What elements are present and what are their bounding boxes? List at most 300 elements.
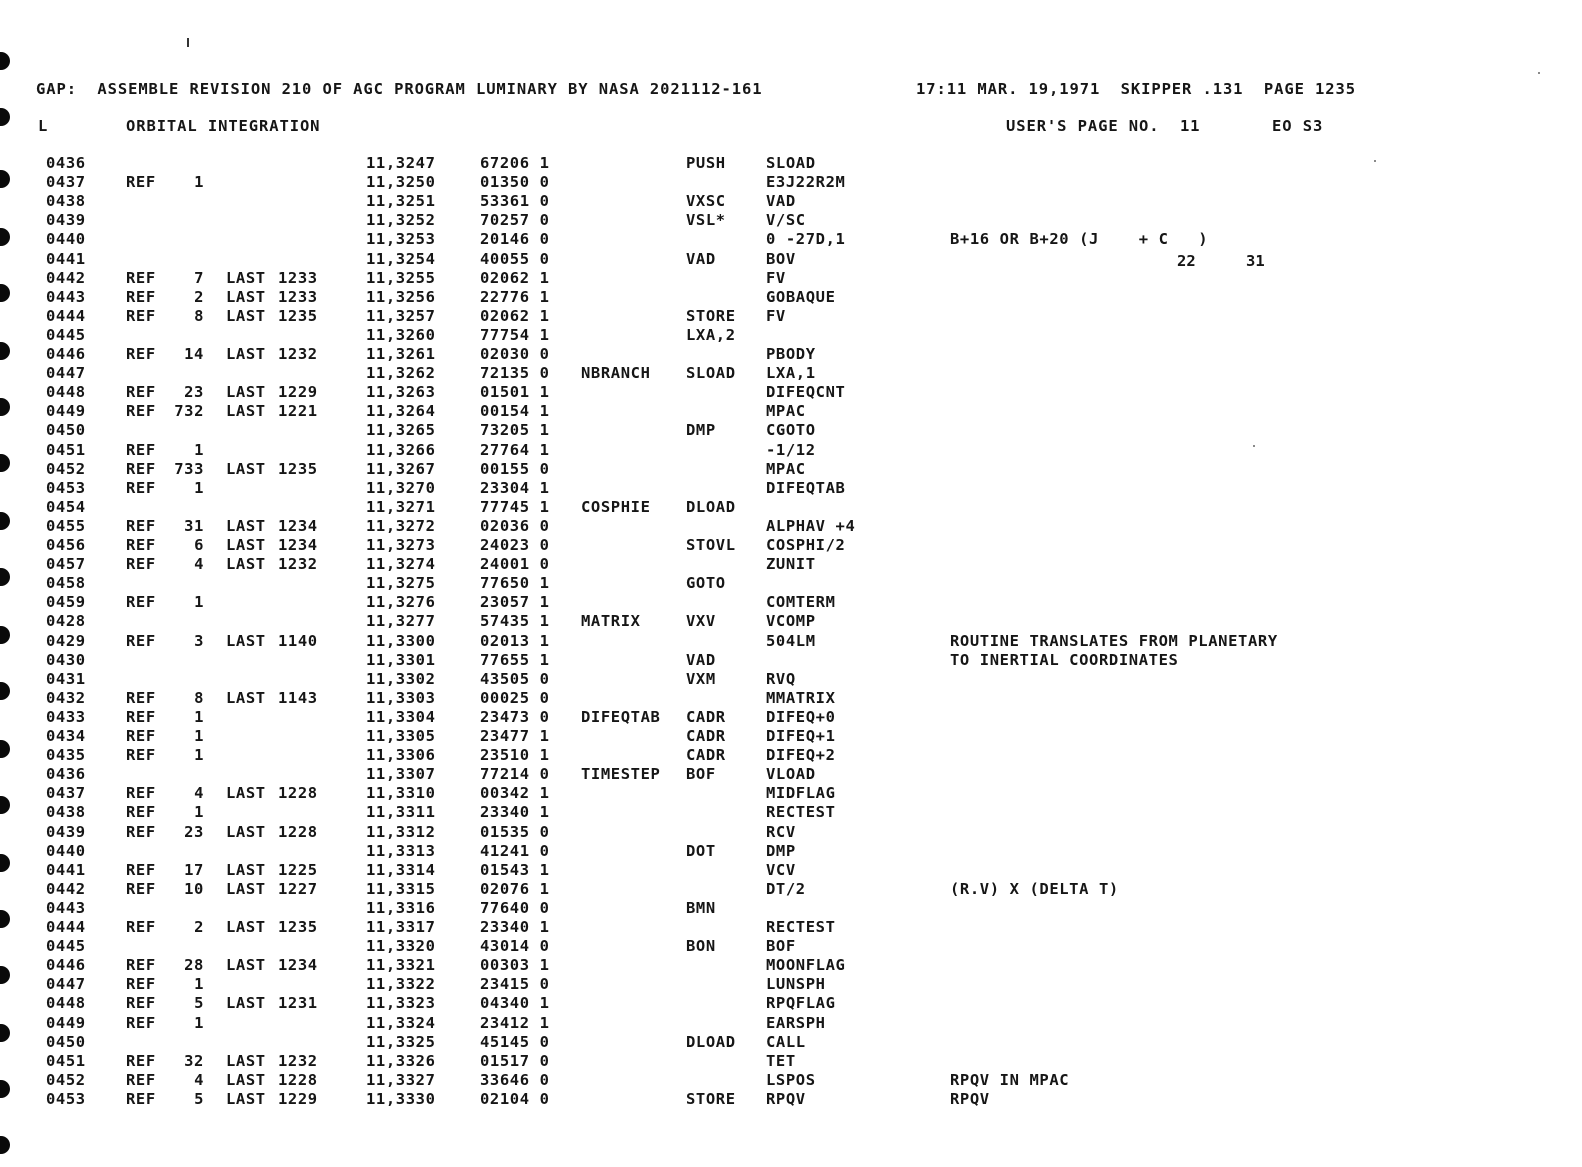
operand: COSPHI/2 (766, 536, 846, 554)
memory-address: 11,3255 (366, 268, 436, 287)
line-number: 0431 (46, 669, 86, 688)
operand: RECTEST (766, 803, 836, 822)
paper-speck (1374, 160, 1376, 162)
octal-word: 77640 0 (480, 898, 550, 917)
binder-hole (0, 398, 10, 416)
operand: LSPOS (766, 1070, 816, 1089)
octal-word: 01501 1 (480, 383, 550, 402)
last-label: LAST (226, 860, 266, 879)
opcode: VXM (686, 669, 716, 688)
line-number: 0456 (46, 536, 86, 554)
octal-word: 57435 1 (480, 612, 550, 631)
operand: RCV (766, 822, 796, 841)
operand: BOV (766, 249, 796, 268)
last-page: 1231 (278, 994, 318, 1013)
last-label: LAST (226, 956, 266, 975)
last-page: 1229 (278, 1089, 318, 1108)
operand: CALL (766, 1032, 806, 1051)
memory-address: 11,3301 (366, 650, 436, 669)
octal-word: 77745 1 (480, 497, 550, 516)
line-number: 0451 (46, 440, 86, 459)
ref-count: 1 (194, 975, 204, 994)
last-label: LAST (226, 822, 266, 841)
octal-word: 02104 0 (480, 1089, 550, 1108)
operand: RPQFLAG (766, 994, 836, 1013)
memory-address: 11,3316 (366, 898, 436, 917)
ref-count: 8 (194, 688, 204, 707)
octal-word: 43014 0 (480, 937, 550, 956)
memory-address: 11,3311 (366, 803, 436, 822)
memory-address: 11,3263 (366, 383, 436, 402)
binder-hole (0, 796, 10, 814)
section-title: ORBITAL INTEGRATION (126, 117, 321, 135)
memory-address: 11,3264 (366, 402, 436, 421)
last-label: LAST (226, 516, 266, 535)
ref-label: REF (126, 746, 156, 765)
octal-word: 77655 1 (480, 650, 550, 669)
binder-hole (0, 342, 10, 360)
last-page: 1233 (278, 287, 318, 306)
ref-label: REF (126, 593, 156, 612)
memory-address: 11,3305 (366, 727, 436, 745)
operand: RECTEST (766, 918, 836, 936)
line-number: 0439 (46, 822, 86, 841)
comment: TO INERTIAL COORDINATES (950, 650, 1179, 669)
octal-word: 00155 0 (480, 459, 550, 478)
octal-word: 01543 1 (480, 860, 550, 879)
line-number: 0459 (46, 593, 86, 612)
opcode: BMN (686, 898, 716, 917)
memory-address: 11,3260 (366, 325, 436, 344)
octal-word: 33646 0 (480, 1070, 550, 1089)
line-number: 0437 (46, 173, 86, 192)
opcode: DOT (686, 841, 716, 860)
operand: DIFEQTAB (766, 478, 846, 497)
ref-count: 1 (194, 440, 204, 459)
label-tag: MATRIX (581, 612, 641, 631)
line-number: 0438 (46, 192, 86, 211)
binder-hole (0, 1136, 10, 1154)
operand: DIFEQ+2 (766, 746, 836, 765)
line-number: 0430 (46, 650, 86, 669)
operand: LUNSPH (766, 975, 826, 994)
binder-hole (0, 910, 10, 928)
last-page: 1228 (278, 822, 318, 841)
operand: VLOAD (766, 765, 816, 784)
last-label: LAST (226, 688, 266, 707)
ref-count: 23 (184, 822, 204, 841)
octal-word: 00025 0 (480, 688, 550, 707)
octal-word: 70257 0 (480, 211, 550, 230)
line-number: 0436 (46, 765, 86, 784)
line-number: 0444 (46, 306, 86, 325)
comment: RPQV IN MPAC (950, 1070, 1070, 1089)
line-number: 0457 (46, 555, 86, 574)
label-tag: NBRANCH (581, 364, 651, 383)
operand: RVQ (766, 669, 796, 688)
last-label: LAST (226, 536, 266, 554)
last-label: LAST (226, 1089, 266, 1108)
octal-word: 23415 0 (480, 975, 550, 994)
memory-address: 11,3324 (366, 1013, 436, 1032)
line-number: 0434 (46, 727, 86, 745)
line-number: 0445 (46, 937, 86, 956)
ref-count: 1 (194, 707, 204, 726)
line-number: 0437 (46, 784, 86, 803)
operand: PBODY (766, 345, 816, 363)
line-number: 0451 (46, 1051, 86, 1070)
last-page: 1228 (278, 784, 318, 803)
line-number: 0449 (46, 402, 86, 421)
ref-count: 7 (194, 268, 204, 287)
last-page: 1235 (278, 918, 318, 936)
ref-label: REF (126, 803, 156, 822)
ref-label: REF (126, 516, 156, 535)
last-label: LAST (226, 879, 266, 898)
opcode: SLOAD (686, 364, 736, 383)
opcode: CADR (686, 727, 726, 745)
memory-address: 11,3306 (366, 746, 436, 765)
last-label: LAST (226, 784, 266, 803)
memory-address: 11,3320 (366, 937, 436, 956)
paper-speck (187, 38, 189, 47)
ref-count: 10 (184, 879, 204, 898)
memory-address: 11,3322 (366, 975, 436, 994)
binder-hole (0, 52, 10, 70)
memory-address: 11,3256 (366, 287, 436, 306)
line-number: 0442 (46, 879, 86, 898)
operand: MMATRIX (766, 688, 836, 707)
octal-word: 72135 0 (480, 364, 550, 383)
last-label: LAST (226, 268, 266, 287)
ref-count: 4 (194, 555, 204, 574)
line-number: 0433 (46, 707, 86, 726)
last-label: LAST (226, 459, 266, 478)
memory-address: 11,3307 (366, 765, 436, 784)
octal-word: 23340 1 (480, 803, 550, 822)
ref-label: REF (126, 860, 156, 879)
binder-hole (0, 626, 10, 644)
paper-speck (1538, 72, 1540, 74)
ref-count: 1 (194, 803, 204, 822)
ref-count: 4 (194, 1070, 204, 1089)
user-page-number: USER'S PAGE NO. 11 EO S3 (1006, 117, 1324, 135)
octal-word: 23473 0 (480, 707, 550, 726)
memory-address: 11,3304 (366, 707, 436, 726)
operand: LXA,1 (766, 364, 816, 383)
octal-word: 23304 1 (480, 478, 550, 497)
ref-label: REF (126, 287, 156, 306)
octal-word: 23412 1 (480, 1013, 550, 1032)
ref-label: REF (126, 345, 156, 363)
octal-word: 04340 1 (480, 994, 550, 1013)
section-letter: L (38, 117, 49, 135)
opcode: CADR (686, 707, 726, 726)
memory-address: 11,3266 (366, 440, 436, 459)
last-page: 1235 (278, 306, 318, 325)
line-number: 0453 (46, 1089, 86, 1108)
memory-address: 11,3323 (366, 994, 436, 1013)
ref-label: REF (126, 306, 156, 325)
ref-label: REF (126, 688, 156, 707)
memory-address: 11,3270 (366, 478, 436, 497)
binder-hole (0, 854, 10, 872)
memory-address: 11,3275 (366, 574, 436, 593)
ref-label: REF (126, 994, 156, 1013)
operand: RPQV (766, 1089, 806, 1108)
line-number: 0432 (46, 688, 86, 707)
last-page: 1140 (278, 631, 318, 650)
operand: MPAC (766, 459, 806, 478)
line-number: 0444 (46, 918, 86, 936)
line-number: 0447 (46, 975, 86, 994)
operand: -1/12 (766, 440, 816, 459)
ref-label: REF (126, 1070, 156, 1089)
operand: GOBAQUE (766, 287, 836, 306)
memory-address: 11,3251 (366, 192, 436, 211)
memory-address: 11,3247 (366, 154, 436, 172)
ref-label: REF (126, 1051, 156, 1070)
line-number: 0441 (46, 249, 86, 268)
octal-word: 00154 1 (480, 402, 550, 421)
ref-count: 1 (194, 173, 204, 192)
last-page: 1233 (278, 268, 318, 287)
line-number: 0441 (46, 860, 86, 879)
listing-header-right: 17:11 MAR. 19,1971 SKIPPER .131 PAGE 1235 (916, 80, 1356, 98)
octal-word: 27764 1 (480, 440, 550, 459)
octal-word: 23057 1 (480, 593, 550, 612)
ref-label: REF (126, 707, 156, 726)
last-page: 1228 (278, 1070, 318, 1089)
operand: DIFEQCNT (766, 383, 846, 402)
line-number: 0440 (46, 841, 86, 860)
last-page: 1221 (278, 402, 318, 421)
line-number: 0443 (46, 287, 86, 306)
ref-label: REF (126, 1089, 156, 1108)
ref-count: 28 (184, 956, 204, 975)
opcode: DMP (686, 421, 716, 440)
octal-word: 02076 1 (480, 879, 550, 898)
opcode: BOF (686, 765, 716, 784)
binder-hole (0, 966, 10, 984)
ref-count: 4 (194, 784, 204, 803)
line-number: 0455 (46, 516, 86, 535)
last-page: 1225 (278, 860, 318, 879)
memory-address: 11,3326 (366, 1051, 436, 1070)
opcode: VAD (686, 249, 716, 268)
line-number: 0458 (46, 574, 86, 593)
ref-label: REF (126, 440, 156, 459)
line-number: 0450 (46, 421, 86, 440)
memory-address: 11,3302 (366, 669, 436, 688)
memory-address: 11,3272 (366, 516, 436, 535)
paper-speck (1253, 445, 1255, 447)
memory-address: 11,3321 (366, 956, 436, 975)
operand: E3J22R2M (766, 173, 846, 192)
ref-label: REF (126, 402, 156, 421)
label-tag: DIFEQTAB (581, 707, 661, 726)
operand: CGOTO (766, 421, 816, 440)
memory-address: 11,3312 (366, 822, 436, 841)
comment: (R.V) X (DELTA T) (950, 879, 1119, 898)
memory-address: 11,3265 (366, 421, 436, 440)
operand: FV (766, 268, 786, 287)
memory-address: 11,3271 (366, 497, 436, 516)
operand: SLOAD (766, 154, 816, 172)
last-label: LAST (226, 383, 266, 402)
operand: DT/2 (766, 879, 806, 898)
opcode: LXA,2 (686, 325, 736, 344)
ref-count: 1 (194, 1013, 204, 1032)
last-page: 1234 (278, 536, 318, 554)
line-number: 0440 (46, 230, 86, 249)
ref-label: REF (126, 536, 156, 554)
memory-address: 11,3274 (366, 555, 436, 574)
ref-count: 3 (194, 631, 204, 650)
octal-word: 40055 0 (480, 249, 550, 268)
ref-count: 31 (184, 516, 204, 535)
last-label: LAST (226, 287, 266, 306)
line-number: 0429 (46, 631, 86, 650)
ref-count: 32 (184, 1051, 204, 1070)
ref-label: REF (126, 555, 156, 574)
ref-label: REF (126, 727, 156, 745)
last-page: 1143 (278, 688, 318, 707)
octal-word: 53361 0 (480, 192, 550, 211)
octal-word: 02062 1 (480, 306, 550, 325)
line-number: 0442 (46, 268, 86, 287)
binder-hole (0, 454, 10, 472)
line-number: 0435 (46, 746, 86, 765)
comment: ROUTINE TRANSLATES FROM PLANETARY (950, 631, 1278, 650)
binder-hole (0, 170, 10, 188)
opcode: VAD (686, 650, 716, 669)
octal-word: 01350 0 (480, 173, 550, 192)
memory-address: 11,3317 (366, 918, 436, 936)
binder-hole (0, 740, 10, 758)
ref-count: 1 (194, 478, 204, 497)
memory-address: 11,3277 (366, 612, 436, 631)
octal-word: 02013 1 (480, 631, 550, 650)
ref-label: REF (126, 956, 156, 975)
ref-label: REF (126, 173, 156, 192)
ref-label: REF (126, 975, 156, 994)
line-number: 0446 (46, 345, 86, 363)
memory-address: 11,3267 (366, 459, 436, 478)
octal-word: 77214 0 (480, 765, 550, 784)
operand: VAD (766, 192, 796, 211)
last-page: 1234 (278, 516, 318, 535)
memory-address: 11,3330 (366, 1089, 436, 1108)
ref-label: REF (126, 631, 156, 650)
last-label: LAST (226, 555, 266, 574)
last-page: 1234 (278, 956, 318, 975)
octal-word: 01517 0 (480, 1051, 550, 1070)
operand: FV (766, 306, 786, 325)
octal-word: 01535 0 (480, 822, 550, 841)
ref-count: 6 (194, 536, 204, 554)
memory-address: 11,3257 (366, 306, 436, 325)
ref-count: 2 (194, 918, 204, 936)
memory-address: 11,3325 (366, 1032, 436, 1051)
line-number: 0452 (46, 1070, 86, 1089)
operand: ZUNIT (766, 555, 816, 574)
line-number: 0446 (46, 956, 86, 975)
memory-address: 11,3327 (366, 1070, 436, 1089)
subscript-j: 22 (1177, 252, 1196, 270)
octal-word: 00342 1 (480, 784, 550, 803)
opcode: BON (686, 937, 716, 956)
line-number: 0449 (46, 1013, 86, 1032)
last-page: 1235 (278, 459, 318, 478)
operand: BOF (766, 937, 796, 956)
octal-word: 73205 1 (480, 421, 550, 440)
operand: VCV (766, 860, 796, 879)
opcode: CADR (686, 746, 726, 765)
opcode: STORE (686, 1089, 736, 1108)
line-number: 0453 (46, 478, 86, 497)
line-number: 0454 (46, 497, 86, 516)
line-number: 0436 (46, 154, 86, 172)
listing-header-left: GAP: ASSEMBLE REVISION 210 OF AGC PROGRAM LUMINARY BY NASA 2021112-161 (36, 80, 763, 98)
last-page: 1232 (278, 555, 318, 574)
operand: DIFEQ+1 (766, 727, 836, 745)
ref-count: 733 (174, 459, 204, 478)
operand: DIFEQ+0 (766, 707, 836, 726)
last-label: LAST (226, 994, 266, 1013)
label-tag: TIMESTEP (581, 765, 661, 784)
octal-word: 23340 1 (480, 918, 550, 936)
operand: ALPHAV +4 (766, 516, 856, 535)
last-label: LAST (226, 1051, 266, 1070)
octal-word: 23477 1 (480, 727, 550, 745)
octal-word: 24001 0 (480, 555, 550, 574)
memory-address: 11,3303 (366, 688, 436, 707)
last-label: LAST (226, 306, 266, 325)
line-number: 0439 (46, 211, 86, 230)
last-label: LAST (226, 402, 266, 421)
binder-hole (0, 1024, 10, 1042)
comment: RPQV (950, 1089, 990, 1108)
ref-count: 1 (194, 727, 204, 745)
memory-address: 11,3252 (366, 211, 436, 230)
ref-count: 14 (184, 345, 204, 363)
label-tag: COSPHIE (581, 497, 651, 516)
opcode: GOTO (686, 574, 726, 593)
octal-word: 02030 0 (480, 345, 550, 363)
memory-address: 11,3314 (366, 860, 436, 879)
memory-address: 11,3262 (366, 364, 436, 383)
memory-address: 11,3313 (366, 841, 436, 860)
octal-word: 00303 1 (480, 956, 550, 975)
ref-count: 5 (194, 994, 204, 1013)
octal-word: 24023 0 (480, 536, 550, 554)
ref-label: REF (126, 383, 156, 402)
ref-label: REF (126, 478, 156, 497)
last-label: LAST (226, 918, 266, 936)
opcode: DLOAD (686, 1032, 736, 1051)
line-number: 0443 (46, 898, 86, 917)
operand: MPAC (766, 402, 806, 421)
ref-count: 1 (194, 593, 204, 612)
binder-hole (0, 682, 10, 700)
octal-word: 22776 1 (480, 287, 550, 306)
last-label: LAST (226, 631, 266, 650)
operand: COMTERM (766, 593, 836, 612)
ref-count: 5 (194, 1089, 204, 1108)
ref-count: 17 (184, 860, 204, 879)
last-page: 1229 (278, 383, 318, 402)
